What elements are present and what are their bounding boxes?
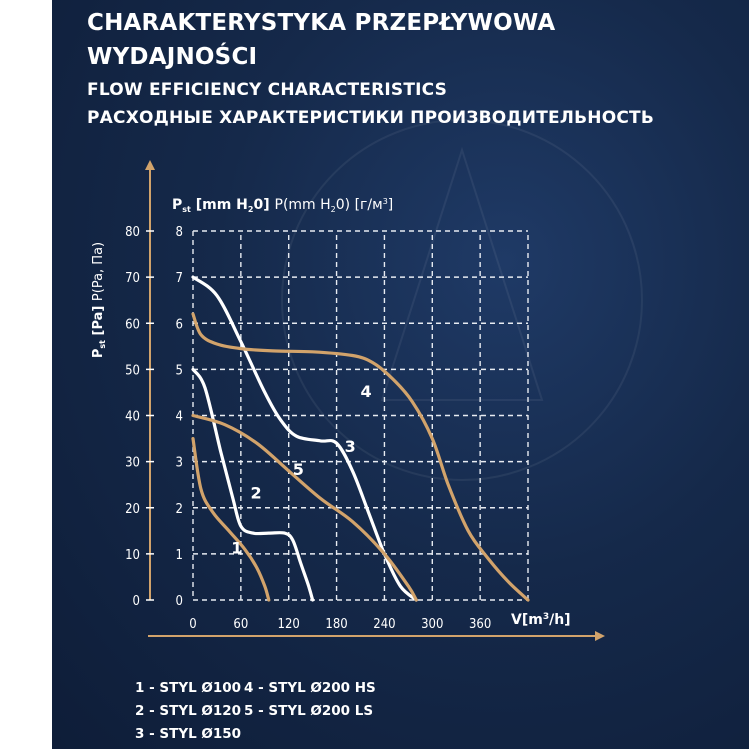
- series-label-4: 4: [360, 381, 372, 401]
- x-tick-label: 240: [373, 617, 396, 632]
- y-tick-label-pa: 70: [125, 271, 140, 287]
- y-tick-label-mm: 4: [175, 409, 183, 425]
- y-tick-label-mm: 6: [175, 317, 183, 333]
- legend-item-4: 4 - STYL Ø200 HS: [244, 680, 376, 696]
- y-tick-label-mm: 3: [175, 455, 183, 471]
- y-tick-label-mm: 7: [175, 271, 183, 287]
- legend-item-2: 2 - STYL Ø120: [135, 703, 242, 719]
- y-tick-label-pa: 60: [125, 317, 140, 333]
- series-label-2: 2: [250, 483, 262, 503]
- x-tick-label: 0: [189, 617, 197, 632]
- title-polish-2: WYDAJNOŚCI: [87, 44, 258, 70]
- x-axis-label: $V[m^3/h]$: [511, 612, 571, 628]
- series-line-1: [193, 439, 269, 600]
- x-tick-label: 120: [277, 617, 300, 632]
- y-axis-label-top: $P_{st}$ [mm $H_20$] P(mm $H_20$) $[г/м^3]$: [172, 197, 394, 214]
- series-line-4: [193, 314, 528, 600]
- legend-item-5: 5 - STYL Ø200 LS: [244, 703, 374, 719]
- y-tick-label-pa: 30: [125, 455, 140, 471]
- x-tick-label: 300: [421, 617, 444, 632]
- y-tick-label-mm: 2: [175, 501, 183, 517]
- legend-item-3: 3 - STYL Ø150: [135, 726, 242, 742]
- series-label-1: 1: [231, 538, 243, 558]
- y-tick-label-pa: 50: [125, 363, 140, 379]
- chart-card: [52, 0, 749, 749]
- series-label-5: 5: [292, 460, 304, 480]
- y-tick-label-mm: 1: [175, 547, 183, 563]
- legend-item-1: 1 - STYL Ø100: [135, 680, 242, 696]
- y-tick-label-pa: 10: [125, 547, 140, 563]
- y-tick-label-pa: 0: [132, 594, 140, 609]
- title-english: FLOW EFFICIENCY CHARACTERISTICS: [87, 80, 448, 100]
- x-tick-label: 360: [468, 617, 492, 632]
- y-tick-label-pa: 80: [125, 225, 140, 240]
- performance-chart: [52, 0, 749, 749]
- y-tick-label-pa: 20: [125, 501, 140, 517]
- x-tick-label: 60: [233, 617, 249, 632]
- y-axis-label-left: $P_{st}$ [Pa] P(Pa, Па): [91, 241, 107, 359]
- y-tick-label-mm: 5: [175, 363, 183, 379]
- y-tick-label-mm: 8: [175, 225, 183, 240]
- series-label-3: 3: [344, 437, 356, 457]
- x-tick-label: 180: [325, 617, 348, 632]
- y-tick-label-pa: 40: [125, 409, 140, 425]
- title-polish-1: CHARAKTERYSTYKA PRZEPŁYWOWA: [87, 10, 556, 36]
- y-tick-label-mm: 0: [175, 594, 183, 609]
- title-russian: РАСХОДНЫЕ ХАРАКТЕРИСТИКИ ПРОИЗВОДИТЕЛЬНОСТЬ: [87, 108, 654, 128]
